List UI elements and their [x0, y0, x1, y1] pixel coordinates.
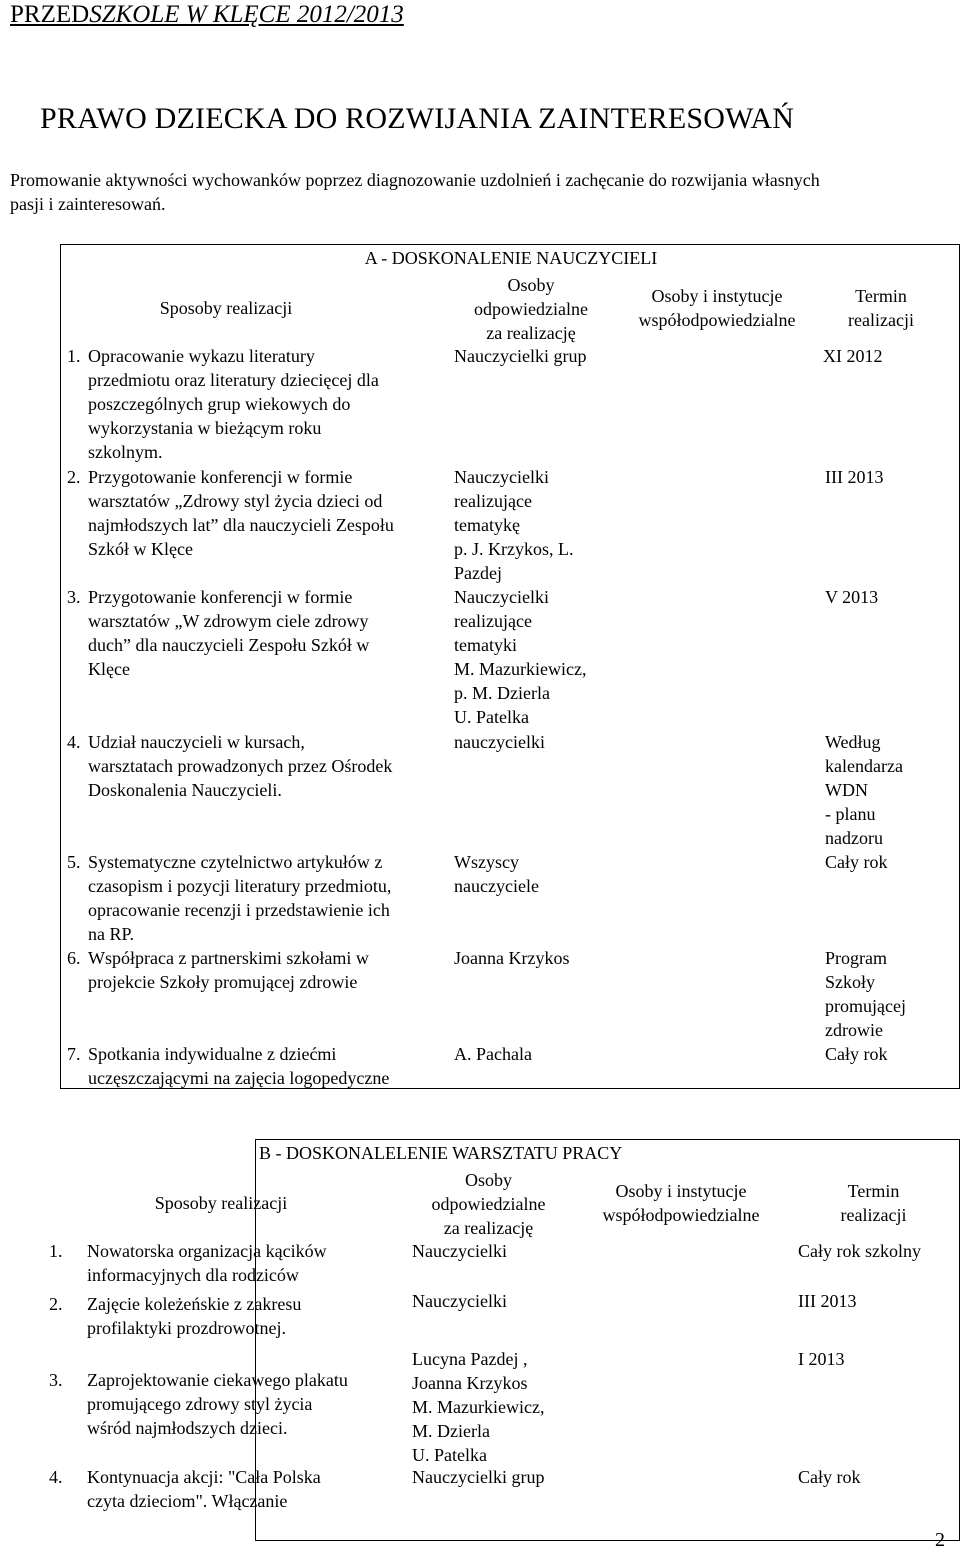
row-term: WDN: [825, 780, 868, 800]
row-description: poszczególnych grup wiekowych do: [88, 394, 351, 414]
table-b-caption: B - DOSKONALELENIE WARSZTATU PRACY: [259, 1143, 623, 1163]
row-number: 6.: [67, 948, 81, 968]
row-term: I 2013: [798, 1349, 845, 1369]
row-description: Kontynuacja akcji: "Cała Polska: [87, 1467, 321, 1487]
row-description: profilaktyki prozdrowotnej.: [87, 1318, 286, 1338]
row-number: 3.: [67, 587, 81, 607]
row-term: XI 2012: [823, 346, 883, 366]
row-description: Przygotowanie konferencji w formie: [88, 587, 353, 607]
header-termin-realizacji: Termin: [847, 1181, 900, 1201]
row-number: 1.: [49, 1241, 63, 1261]
row-responsible: nauczyciele: [454, 876, 539, 896]
header-osoby-instytucje: Osoby i instytucje: [615, 1181, 747, 1201]
row-responsible: Nauczycielki grup: [454, 346, 587, 366]
row-responsible: Nauczycielki: [454, 467, 549, 487]
row-term: III 2013: [798, 1291, 857, 1311]
header-osoby-odpowiedzialne: odpowiedzialne: [431, 1194, 546, 1214]
row-responsible: M. Mazurkiewicz,: [454, 659, 587, 679]
header-sposoby-realizacji: Sposoby realizacji: [159, 298, 293, 318]
row-description: przedmiotu oraz literatury dziecięcej dla: [88, 370, 379, 390]
row-responsible: p. J. Krzykos, L.: [454, 539, 574, 559]
row-responsible: A. Pachala: [454, 1044, 532, 1064]
row-description: wykorzystania w bieżącym roku: [88, 418, 322, 438]
row-description: Nowatorska organizacja kącików: [87, 1241, 327, 1261]
row-description: Współpraca z partnerskimi szkołami w: [88, 948, 369, 968]
row-description: na RP.: [88, 924, 135, 944]
page-header: [10, 0, 404, 30]
row-responsible: Wszyscy: [454, 852, 519, 872]
row-description: czasopism i pozycji literatury przedmiotu,: [88, 876, 392, 896]
row-responsible: M. Mazurkiewicz,: [412, 1397, 545, 1417]
row-term: Szkoły: [825, 972, 876, 992]
row-term: kalendarza: [825, 756, 903, 776]
row-description: warsztatach prowadzonych przez Ośrodek: [88, 756, 393, 776]
row-description: czyta dzieciom". Włączanie: [87, 1491, 288, 1511]
row-description: Udział nauczycieli w kursach,: [88, 732, 305, 752]
row-responsible: Lucyna Pazdej ,: [412, 1349, 528, 1369]
header-termin-realizacji: Termin: [855, 286, 907, 306]
row-description: Spotkania indywidualne z dziećmi: [88, 1044, 337, 1064]
header-osoby-odpowiedzialne: Osoby: [507, 275, 555, 295]
header-osoby-odpowiedzialne: za realizację: [443, 1218, 534, 1238]
row-responsible: realizujące: [454, 611, 532, 631]
row-responsible: Joanna Krzykos: [412, 1373, 528, 1393]
row-description: uczęszczającymi na zajęcia logopedyczne: [88, 1068, 390, 1088]
row-description: informacyjnych dla rodziców: [87, 1265, 299, 1285]
row-description: wśród najmłodszych dzieci.: [87, 1418, 288, 1438]
table-b: [49, 1139, 960, 1541]
header-osoby-instytucje: Osoby i instytucje: [651, 286, 783, 306]
row-description: Zaprojektowanie ciekawego plakatu: [87, 1370, 348, 1390]
row-term: Cały rok: [798, 1467, 861, 1487]
row-number: 2.: [67, 467, 81, 487]
row-responsible: Nauczycielki grup: [412, 1467, 545, 1487]
page-title: PRAWO DZIECKA DO ROZWIJANIA ZAINTERESOWAŃ: [40, 102, 795, 135]
row-responsible: tematyki: [454, 635, 517, 655]
row-description: Przygotowanie konferencji w formie: [88, 467, 353, 487]
row-number: 7.: [67, 1044, 81, 1064]
row-responsible: Pazdej: [454, 563, 502, 583]
row-term: zdrowie: [825, 1020, 883, 1040]
row-description: promującego zdrowy styl życia: [87, 1394, 313, 1414]
row-number: 3.: [49, 1370, 63, 1390]
row-term: Cały rok szkolny: [798, 1241, 921, 1261]
row-responsible: p. M. Dzierla: [454, 683, 550, 703]
page-number: 2: [935, 1529, 945, 1551]
row-description: Klęce: [88, 659, 130, 679]
row-responsible: Nauczycielki: [412, 1241, 507, 1261]
row-responsible: U. Patelka: [454, 707, 529, 727]
row-description: warsztatów „Zdrowy styl życia dzieci od: [88, 491, 383, 511]
row-number: 2.: [49, 1294, 63, 1314]
row-description: Szkół w Klęce: [88, 539, 193, 559]
row-description: warsztatów „W zdrowym ciele zdrowy: [88, 611, 369, 631]
row-responsible: tematykę: [454, 515, 520, 535]
header-osoby-instytucje: współodpowiedzialne: [638, 310, 796, 330]
header-termin-realizacji: realizacji: [848, 310, 914, 330]
row-responsible: Joanna Krzykos: [454, 948, 570, 968]
row-description: Zajęcie koleżeńskie z zakresu: [87, 1294, 302, 1314]
header-sposoby-realizacji: Sposoby realizacji: [154, 1193, 288, 1213]
row-term: promującej: [825, 996, 906, 1016]
row-responsible: Nauczycielki: [454, 587, 549, 607]
intro-paragraph: [10, 168, 945, 216]
row-description: szkolnym.: [88, 442, 163, 462]
row-description: opracowanie recenzji i przedstawienie ich: [88, 900, 390, 920]
row-term: III 2013: [825, 467, 884, 487]
row-description: najmłodszych lat” dla nauczycieli Zespołu: [88, 515, 394, 535]
row-number: 5.: [67, 852, 81, 872]
row-responsible: U. Patelka: [412, 1445, 487, 1465]
row-term: Cały rok: [825, 852, 888, 872]
row-description: Opracowanie wykazu literatury: [88, 346, 315, 366]
intro-line: Promowanie aktywności wychowanków poprzez diagnozowanie uzdolnień i zachęcanie do rozwijania własnych: [10, 170, 820, 190]
row-description: Systematyczne czytelnictwo artykułów z: [88, 852, 383, 872]
header-part1: PRZED: [10, 1, 90, 28]
header-osoby-odpowiedzialne: za realizację: [486, 323, 576, 343]
row-number: 1.: [67, 346, 81, 366]
table-a: [60, 244, 960, 1089]
header-osoby-instytucje: współodpowiedzialne: [602, 1205, 760, 1225]
row-term: V 2013: [825, 587, 879, 607]
row-description: projekcie Szkoły promującej zdrowie: [88, 972, 358, 992]
row-description: duch” dla nauczycieli Zespołu Szkół w: [88, 635, 370, 655]
row-number: 4.: [49, 1467, 63, 1487]
row-number: 4.: [67, 732, 81, 752]
intro-line: pasji i zainteresowań.: [10, 194, 166, 214]
row-responsible: realizujące: [454, 491, 532, 511]
header-termin-realizacji: realizacji: [840, 1205, 907, 1225]
row-term: nadzoru: [825, 828, 883, 848]
header-osoby-odpowiedzialne: Osoby: [464, 1170, 512, 1190]
header-part2: SZKOLE W KLĘCE 2012/2013: [89, 1, 404, 28]
row-term: Program: [825, 948, 887, 968]
header-osoby-odpowiedzialne: odpowiedzialne: [474, 299, 588, 319]
row-term: Według: [825, 732, 881, 752]
row-term: Cały rok: [825, 1044, 888, 1064]
row-responsible: Nauczycielki: [412, 1291, 507, 1311]
table-a-caption: A - DOSKONALENIE NAUCZYCIELI: [364, 248, 658, 268]
row-term: - planu: [825, 804, 876, 824]
row-description: Doskonalenia Nauczycieli.: [88, 780, 282, 800]
row-responsible: nauczycielki: [454, 732, 545, 752]
row-responsible: M. Dzierla: [412, 1421, 490, 1441]
